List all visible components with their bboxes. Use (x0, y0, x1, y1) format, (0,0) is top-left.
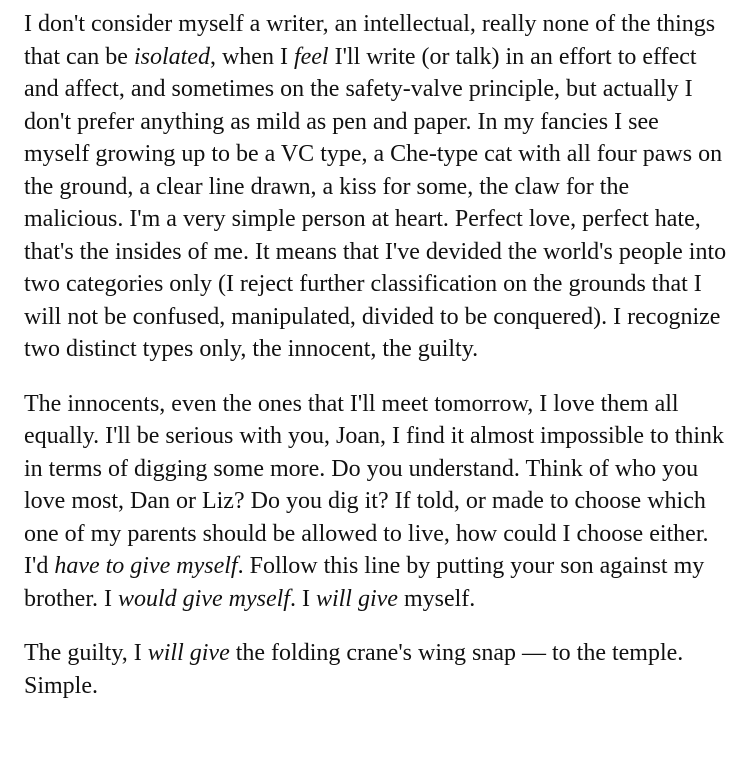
text-segment: The innocents, even the ones that I'll meet tomorrow, I love them all equally. I'll be serious with you, Joan, I find it almost impossible to think in terms of digging some more. Do you understand. Think of who you love most, Dan or Liz? Do you dig it? If told, or made to choose which one of my parents should be allowed to live, how could I choose either. I'd (24, 390, 725, 579)
text-segment-italic: will give (315, 585, 398, 612)
document-body (24, 8, 730, 702)
paragraph-2 (24, 388, 730, 616)
text-segment: . Follow this line by putting your son against my brother. I (24, 553, 705, 612)
text-segment-italic: would give myself (117, 585, 290, 612)
text-segment-italic: have to give myself (54, 553, 238, 579)
text-segment-italic: isolated (133, 43, 210, 70)
text-segment: I'll write (or talk) in an effort to effect and affect, and sometimes on the safety-valve principle, but actually I don't prefer anything as mild as pen and paper. In my fancies I see myself growing up to be a VC type, a Che-type cat with all four paws on the ground, a clear line drawn, a kiss for some, the claw for the malicious. I'm a very simple person at heart. Perfect love, perfect hate, that's the insides of me. It means that I've devided the world's people into two categories only (I reject further classification on the grounds that I will not be confused, manipulated, divided to be conquered). I recognize two distinct types only, the innocent, the guilty. (24, 43, 727, 362)
text-segment-italic: feel (293, 43, 329, 70)
text-segment: , when I (209, 43, 294, 70)
paragraph-3 (24, 637, 730, 702)
paragraph-1 (24, 8, 730, 366)
text-segment: the folding crane's wing snap — to the temple. Simple. (24, 640, 684, 699)
text-segment: myself. (397, 585, 476, 612)
text-segment-italic: will give (147, 640, 230, 666)
text-segment: I don't consider myself a writer, an intellectual, really none of the things that can be (24, 11, 716, 70)
text-segment: . I (289, 585, 316, 612)
text-segment: The guilty, I (24, 640, 148, 666)
